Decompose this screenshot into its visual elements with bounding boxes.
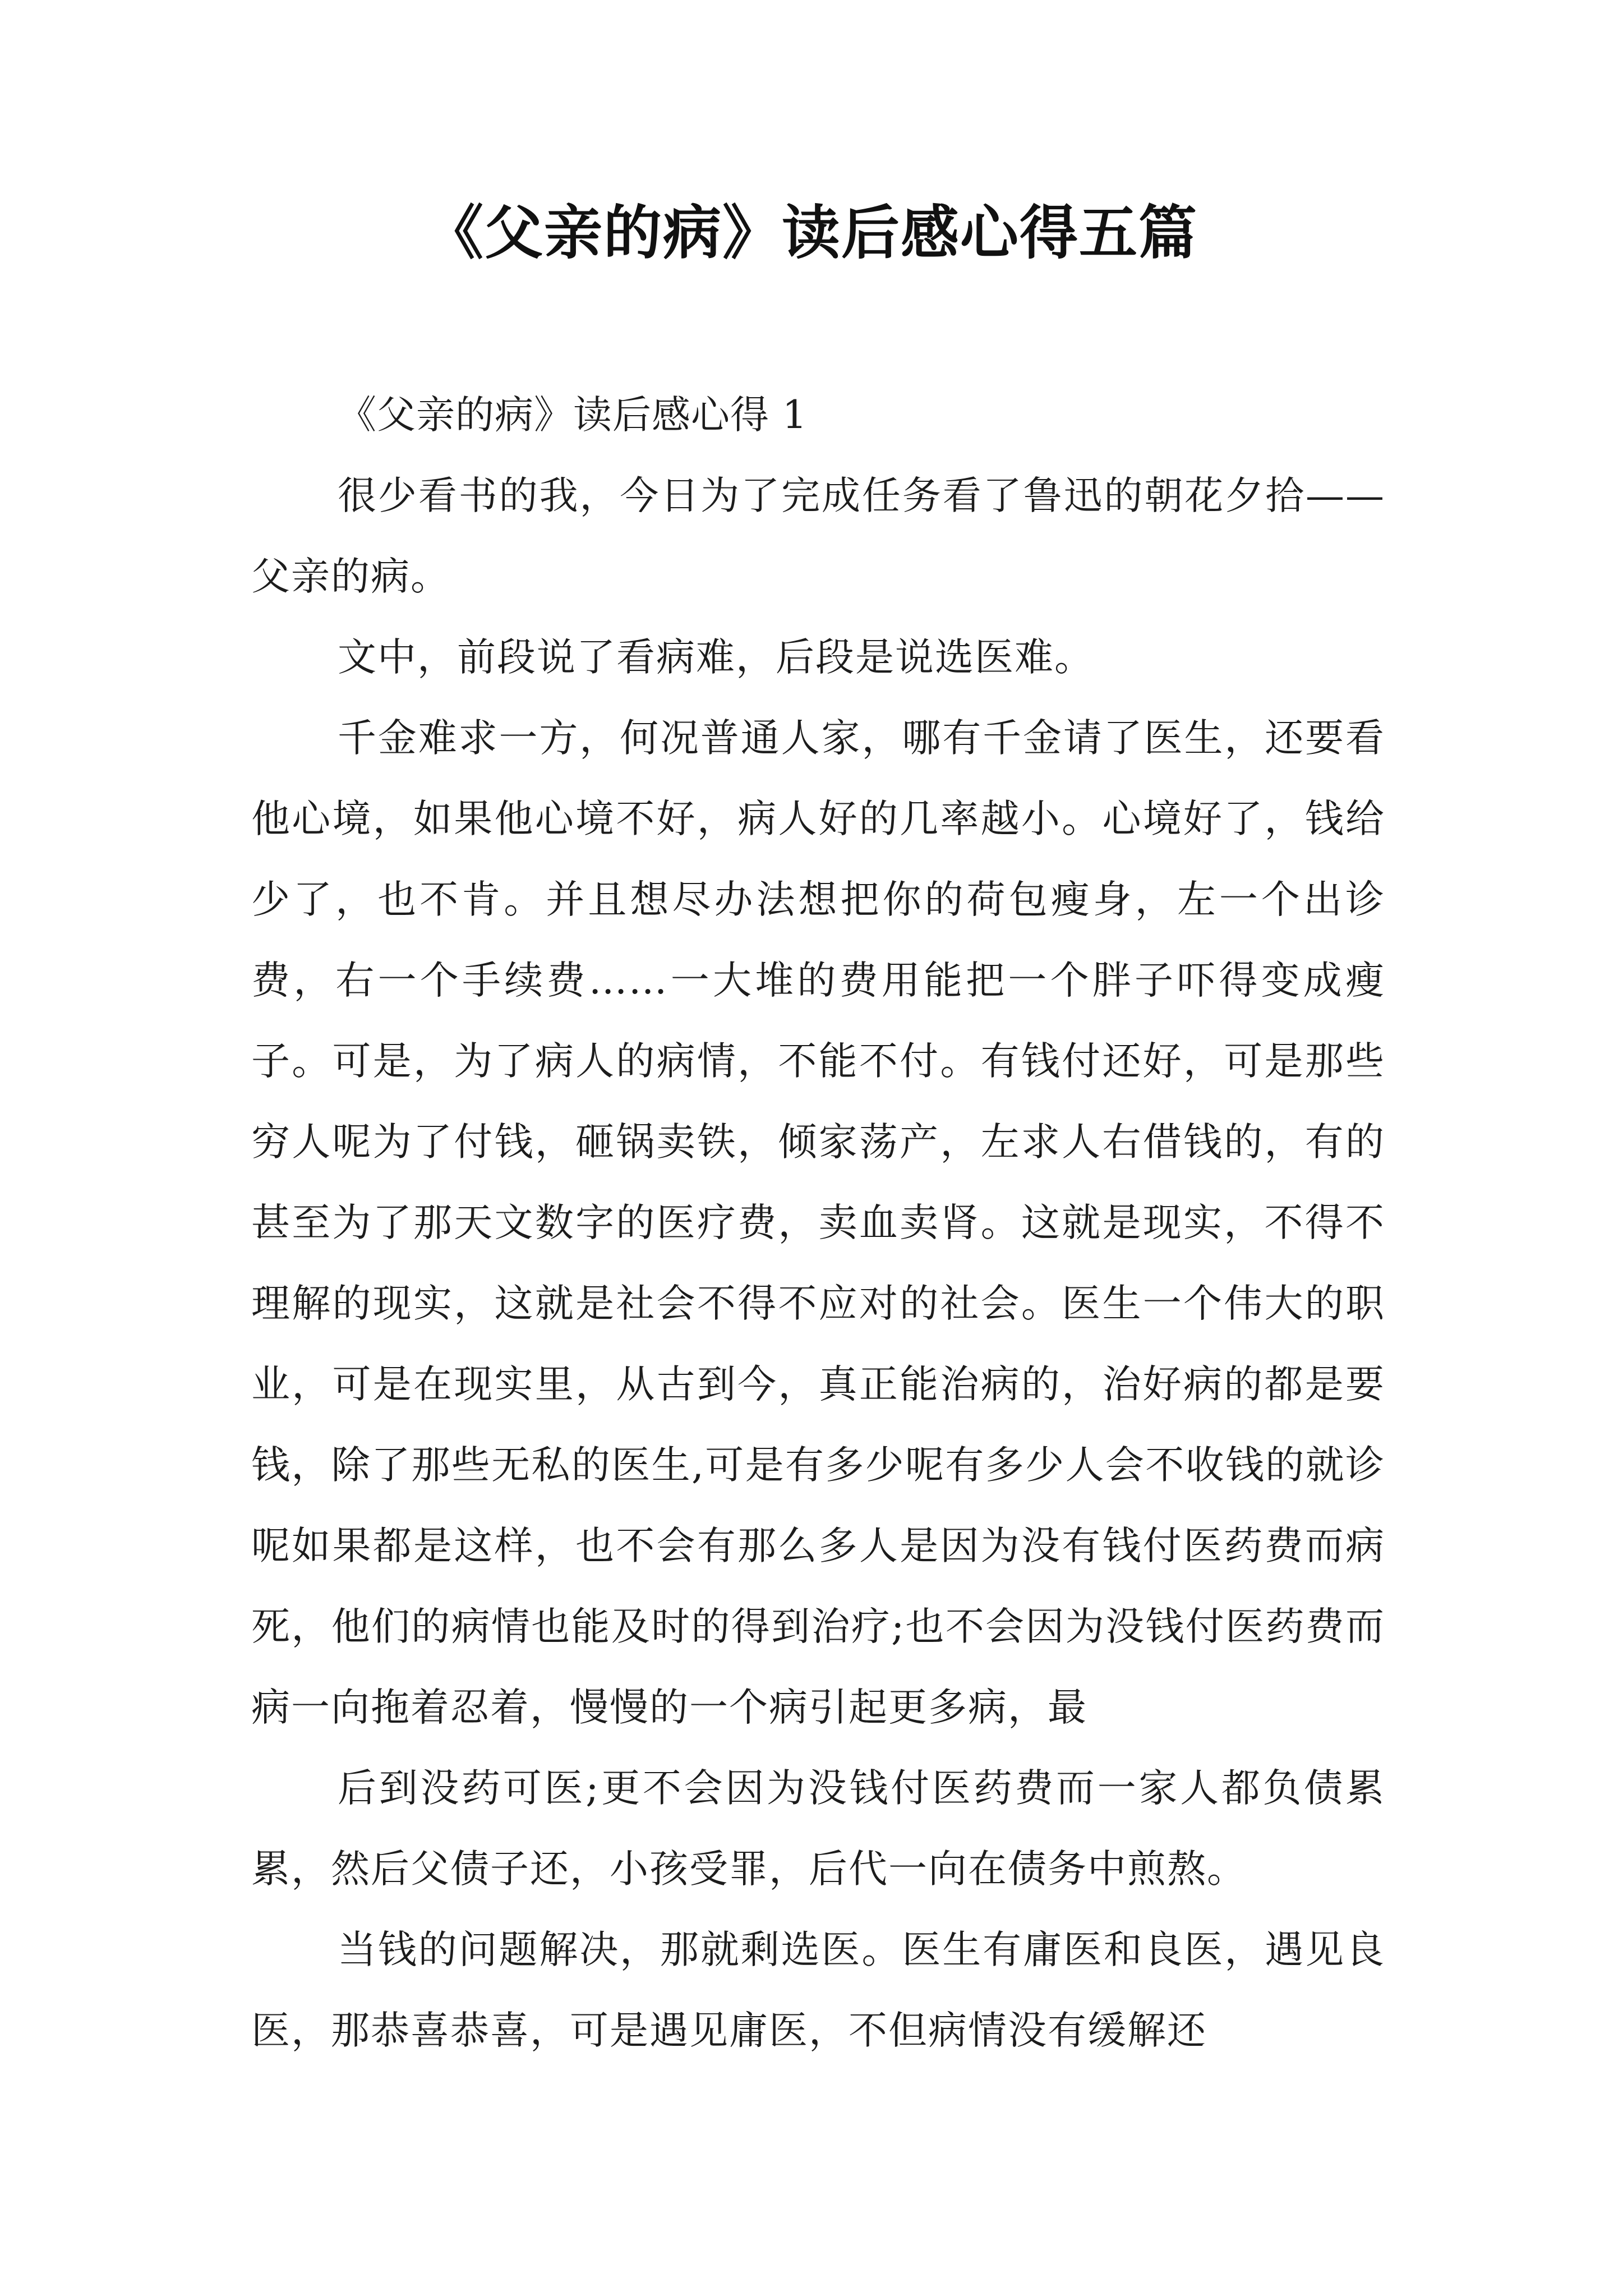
paragraph: 后到没药可医;更不会因为没钱付医药费而一家人都负债累累，然后父债子还，小孩受罪，后代一向在债务中煎熬。: [251, 1766, 1385, 1892]
document-body: [251, 375, 1385, 2071]
section-heading: 《父亲的病》读后感心得 1: [338, 393, 808, 438]
paragraph: 文中，前段说了看病难，后段是说选医难。: [338, 635, 1094, 680]
paragraph: 千金难求一方，何况普通人家，哪有千金请了医生，还要看他心境，如果他心境不好，病人好的几率越小。心境好了，钱给少了，也不肯。并且想尽办法想把你的荷包瘦身，左一个出诊费，右一个手续费……一大堆的费用能把一个胖子吓得变成瘦子。可是，为了病人的病情，不能不付。有钱付还好，可是那些穷人呢为了付钱，砸锅卖铁，倾家荡产，左求人右借钱的，有的甚至为了那天文数字的医疗费，卖血卖肾。这就是现实，不得不理解的现实，这就是社会不得不应对的社会。医生一个伟大的职业，可是在现实里，从古到今，真正能治病的，治好病的都是要钱，除了那些无私的医生,可是有多少呢有多少人会不收钱的就诊呢如果都是这样，也不会有那么多人是因为没有钱付医药费而病死，他们的病情也能及时的得到治疗;也不会因为没钱付医药费而病一向拖着忍着，慢慢的一个病引起更多病，最: [251, 716, 1385, 1730]
paragraph: 当钱的问题解决，那就剩选医。医生有庸医和良医，遇见良医，那恭喜恭喜，可是遇见庸医，不但病情没有缓解还: [251, 1927, 1385, 2053]
document-title: 《父亲的病》读后感心得五篇: [425, 198, 1198, 267]
paragraph: 很少看书的我，今日为了完成任务看了鲁迅的朝花夕拾——父亲的病。: [251, 473, 1385, 599]
